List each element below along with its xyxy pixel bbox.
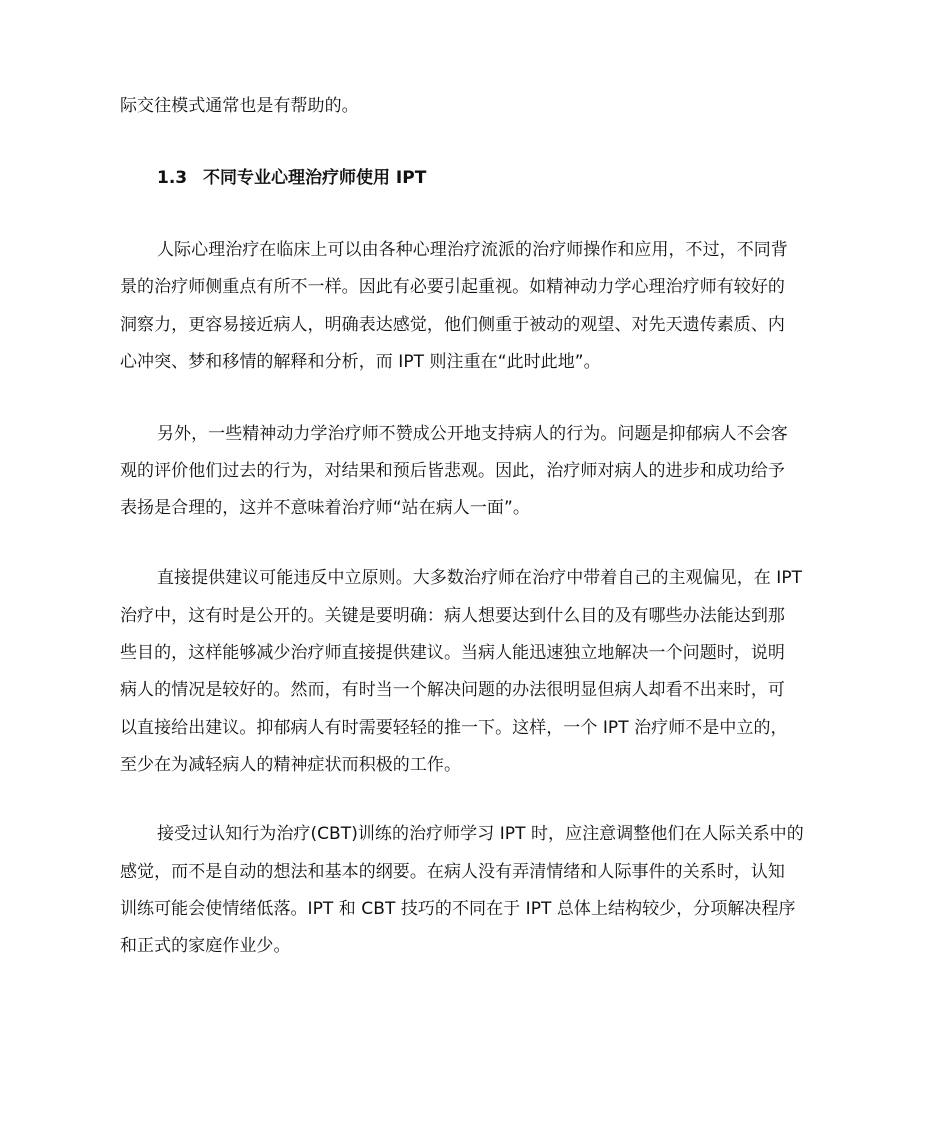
paragraph-line: 和正式的家庭作业少。 — [120, 936, 291, 956]
paragraph-line: 心冲突、梦和移情的解释和分析，而 IPT 则注重在“此时此地”。 — [120, 352, 601, 372]
paragraph-line: 景的治疗师侧重点有所不一样。因此有必要引起重视。如精神动力学心理治疗师有较好的 — [120, 277, 785, 297]
paragraph-line: 训练可能会使情绪低落。IPT 和 CBT 技巧的不同在于 IPT 总体上结构较少，分项解决程序 — [120, 899, 796, 919]
paragraph-line: 感觉，而不是自动的想法和基本的纲要。在病人没有弄清情绪和人际事件的关系时，认知 — [120, 862, 785, 882]
section-heading — [157, 166, 426, 190]
paragraph-line: 洞察力，更容易接近病人，明确表达感觉，他们侧重于被动的观望、对先天遗传素质、内 — [120, 315, 785, 335]
paragraph-line: 病人的情况是较好的。然而，有时当一个解决问题的办法很明显但病人却看不出来时，可 — [120, 680, 785, 700]
paragraph-line: 另外，一些精神动力学治疗师不赞成公开地支持病人的行为。问题是抑郁病人不会客 — [157, 424, 788, 444]
paragraph-line: 至少在为减轻病人的精神症状而积极的工作。 — [120, 755, 461, 775]
paragraph-line: 直接提供建议可能违反中立原则。大多数治疗师在治疗中带着自己的主观偏见，在 IPT — [157, 568, 803, 588]
section-title: 不同专业心理治疗师使用 IPT — [203, 168, 427, 188]
section-number: 1.3 — [157, 168, 188, 188]
paragraph-line: 接受过认知行为治疗(CBT)训练的治疗师学习 IPT 时，应注意调整他们在人际关系中的 — [157, 824, 804, 844]
paragraph-line: 以直接给出建议。抑郁病人有时需要轻轻的推一下。这样，一个 IPT 治疗师不是中立的， — [120, 718, 788, 738]
paragraph-line: 些目的，这样能够减少治疗师直接提供建议。当病人能迅速独立地解决一个问题时，说明 — [120, 643, 785, 663]
paragraph-line: 治疗中，这有时是公开的。关键是要明确：病人想要达到什么目的及有哪些办法能达到那 — [120, 606, 785, 626]
paragraph-line: 人际心理治疗在临床上可以由各种心理治疗流派的治疗师操作和应用，不过，不同背 — [157, 240, 788, 260]
paragraph-line: 观的评价他们过去的行为，对结果和预后皆悲观。因此，治疗师对病人的进步和成功给予 — [120, 461, 785, 481]
paragraph-line: 表扬是合理的，这并不意味着治疗师“站在病人一面”。 — [120, 498, 530, 518]
paragraph-line: 际交往模式通常也是有帮助的。 — [120, 96, 359, 116]
